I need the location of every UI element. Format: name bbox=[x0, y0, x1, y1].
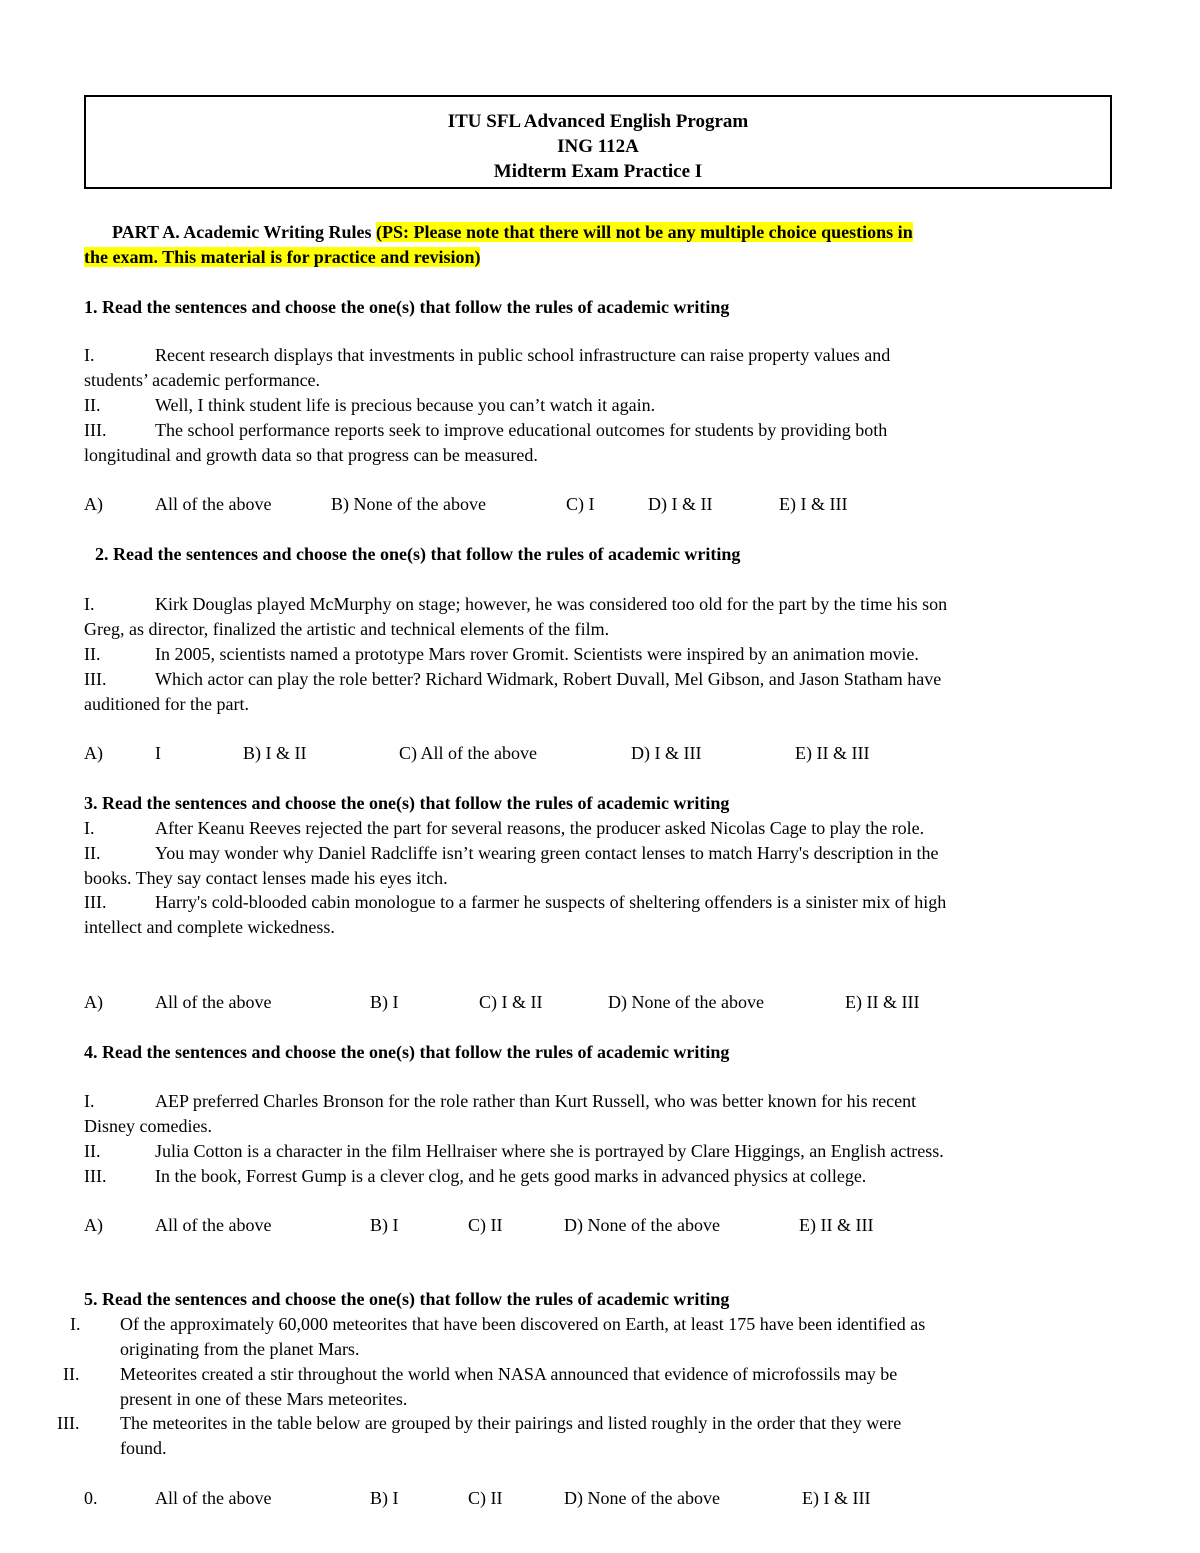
q5-s3-text: The meteorites in the table below are grouped by their pairings and listed roughly in the order that they were bbox=[120, 1413, 902, 1433]
q3-s1-num: I. bbox=[84, 818, 95, 838]
q5-option-e: E) I & III bbox=[802, 1488, 871, 1508]
part-a-note-line2: the exam. This material is for practice and revision) bbox=[84, 247, 481, 267]
q4-s3-text: In the book, Forrest Gump is a clever clog, and he gets good marks in advanced physics at college. bbox=[155, 1166, 867, 1186]
q5-s1-text-cont: originating from the planet Mars. bbox=[120, 1339, 360, 1359]
q2-s3-num: III. bbox=[84, 669, 107, 689]
q4-option-e: E) II & III bbox=[799, 1215, 874, 1235]
q2-s2-num: II. bbox=[84, 644, 101, 664]
q4-s3-num: III. bbox=[84, 1166, 107, 1186]
q1-s3-text: The school performance reports seek to improve educational outcomes for students by providing both bbox=[155, 420, 888, 440]
q1-title: 1. Read the sentences and choose the one(s) that follow the rules of academic writing bbox=[84, 297, 730, 317]
q4-s1-num: I. bbox=[84, 1091, 95, 1111]
q1-option-b: B) None of the above bbox=[331, 494, 486, 514]
q2-s1-text: Kirk Douglas played McMurphy on stage; however, he was considered too old for the part by the time his son bbox=[155, 594, 948, 614]
q3-option-a: All of the above bbox=[155, 992, 272, 1012]
course-code: ING 112A bbox=[557, 136, 639, 157]
q5-s2-text-cont: present in one of these Mars meteorites. bbox=[120, 1389, 408, 1409]
q2-option-a-letter: A) bbox=[84, 743, 103, 763]
q3-title: 3. Read the sentences and choose the one(s) that follow the rules of academic writing bbox=[84, 793, 730, 813]
exam-title: Midterm Exam Practice I bbox=[493, 161, 703, 182]
q5-option-a: All of the above bbox=[155, 1488, 272, 1508]
q2-s3-text-cont: auditioned for the part. bbox=[84, 694, 249, 714]
q1-option-a: All of the above bbox=[155, 494, 272, 514]
q1-option-c: C) I bbox=[566, 494, 595, 514]
q4-s2-text: Julia Cotton is a character in the film Hellraiser where she is portrayed by Clare Higgings, an English actress. bbox=[155, 1141, 944, 1161]
q3-s3-text: Harry's cold-blooded cabin monologue to a farmer he suspects of sheltering offenders is a sinister mix of high bbox=[155, 892, 947, 912]
q1-option-a-letter: A) bbox=[84, 494, 103, 514]
q5-option-b: B) I bbox=[370, 1488, 399, 1508]
q2-option-e: E) II & III bbox=[795, 743, 870, 763]
q5-option-d: D) None of the above bbox=[564, 1488, 720, 1508]
q1-s2-num: II. bbox=[84, 395, 101, 415]
q5-s2-num: II. bbox=[63, 1364, 80, 1384]
q4-s1-text-cont: Disney comedies. bbox=[84, 1116, 212, 1136]
q1-s1-text: Recent research displays that investments in public school infrastructure can raise property values and bbox=[155, 345, 891, 365]
q5-s3-text-cont: found. bbox=[120, 1438, 167, 1458]
q3-s1-text: After Keanu Reeves rejected the part for several reasons, the producer asked Nicolas Cage to play the role. bbox=[155, 818, 925, 838]
q3-s2-text: You may wonder why Daniel Radcliffe isn’t wearing green contact lenses to match Harry's description in the bbox=[155, 843, 939, 863]
q4-s1-text: AEP preferred Charles Bronson for the role rather than Kurt Russell, who was better known for his recent bbox=[155, 1091, 917, 1111]
q3-option-d: D) None of the above bbox=[608, 992, 764, 1012]
q1-s1-num: I. bbox=[84, 345, 95, 365]
q1-option-e: E) I & III bbox=[779, 494, 848, 514]
q4-option-d: D) None of the above bbox=[564, 1215, 720, 1235]
q3-s3-text-cont: intellect and complete wickedness. bbox=[84, 917, 335, 937]
q3-option-a-letter: A) bbox=[84, 992, 103, 1012]
q2-option-a: I bbox=[155, 743, 161, 763]
q2-option-d: D) I & III bbox=[631, 743, 702, 763]
q3-s3-num: III. bbox=[84, 892, 107, 912]
q2-s2-text: In 2005, scientists named a prototype Mars rover Gromit. Scientists were inspired by an animation movie. bbox=[155, 644, 919, 664]
part-a-note-wrap bbox=[84, 245, 480, 270]
q2-s1-text-cont: Greg, as director, finalized the artistic and technical elements of the film. bbox=[84, 619, 610, 639]
q5-s3-num: III. bbox=[57, 1413, 80, 1433]
q5-option-a-letter: 0. bbox=[84, 1488, 98, 1508]
q2-title: 2. Read the sentences and choose the one(s) that follow the rules of academic writing bbox=[95, 544, 741, 564]
q3-option-c: C) I & II bbox=[479, 992, 543, 1012]
q5-title: 5. Read the sentences and choose the one(s) that follow the rules of academic writing bbox=[84, 1289, 730, 1309]
q3-s2-text-cont: books. They say contact lenses made his eyes itch. bbox=[84, 868, 448, 888]
part-a-title: PART A. Academic Writing Rules bbox=[112, 222, 377, 242]
q2-s1-num: I. bbox=[84, 594, 95, 614]
part-a-note-line1: (PS: Please note that there will not be any multiple choice questions in bbox=[376, 222, 913, 242]
q2-option-b: B) I & II bbox=[243, 743, 307, 763]
q1-s3-text-cont: longitudinal and growth data so that progress can be measured. bbox=[84, 445, 538, 465]
q2-s3-text: Which actor can play the role better? Richard Widmark, Robert Duvall, Mel Gibson, and Jason Statham have bbox=[155, 669, 942, 689]
q4-option-b: B) I bbox=[370, 1215, 399, 1235]
q5-option-c: C) II bbox=[468, 1488, 503, 1508]
part-a-heading bbox=[84, 220, 913, 245]
q4-option-a: All of the above bbox=[155, 1215, 272, 1235]
q1-s3-num: III. bbox=[84, 420, 107, 440]
q1-option-d: D) I & II bbox=[648, 494, 713, 514]
q1-s1-text-cont: students’ academic performance. bbox=[84, 370, 321, 390]
q4-option-a-letter: A) bbox=[84, 1215, 103, 1235]
q4-s2-num: II. bbox=[84, 1141, 101, 1161]
q4-title: 4. Read the sentences and choose the one(s) that follow the rules of academic writing bbox=[84, 1042, 730, 1062]
q1-s2-text: Well, I think student life is precious because you can’t watch it again. bbox=[155, 395, 656, 415]
q5-s1-text: Of the approximately 60,000 meteorites that have been discovered on Earth, at least 175 have been identified as bbox=[120, 1314, 926, 1334]
header-box bbox=[84, 95, 1112, 189]
q2-option-c: C) All of the above bbox=[399, 743, 537, 763]
q5-s2-text: Meteorites created a stir throughout the world when NASA announced that evidence of microfossils may be bbox=[120, 1364, 898, 1384]
q4-option-c: C) II bbox=[468, 1215, 503, 1235]
q5-s1-num: I. bbox=[70, 1314, 81, 1334]
q3-option-e: E) II & III bbox=[845, 992, 920, 1012]
q3-option-b: B) I bbox=[370, 992, 399, 1012]
q3-s2-num: II. bbox=[84, 843, 101, 863]
program-title: ITU SFL Advanced English Program bbox=[447, 111, 749, 132]
